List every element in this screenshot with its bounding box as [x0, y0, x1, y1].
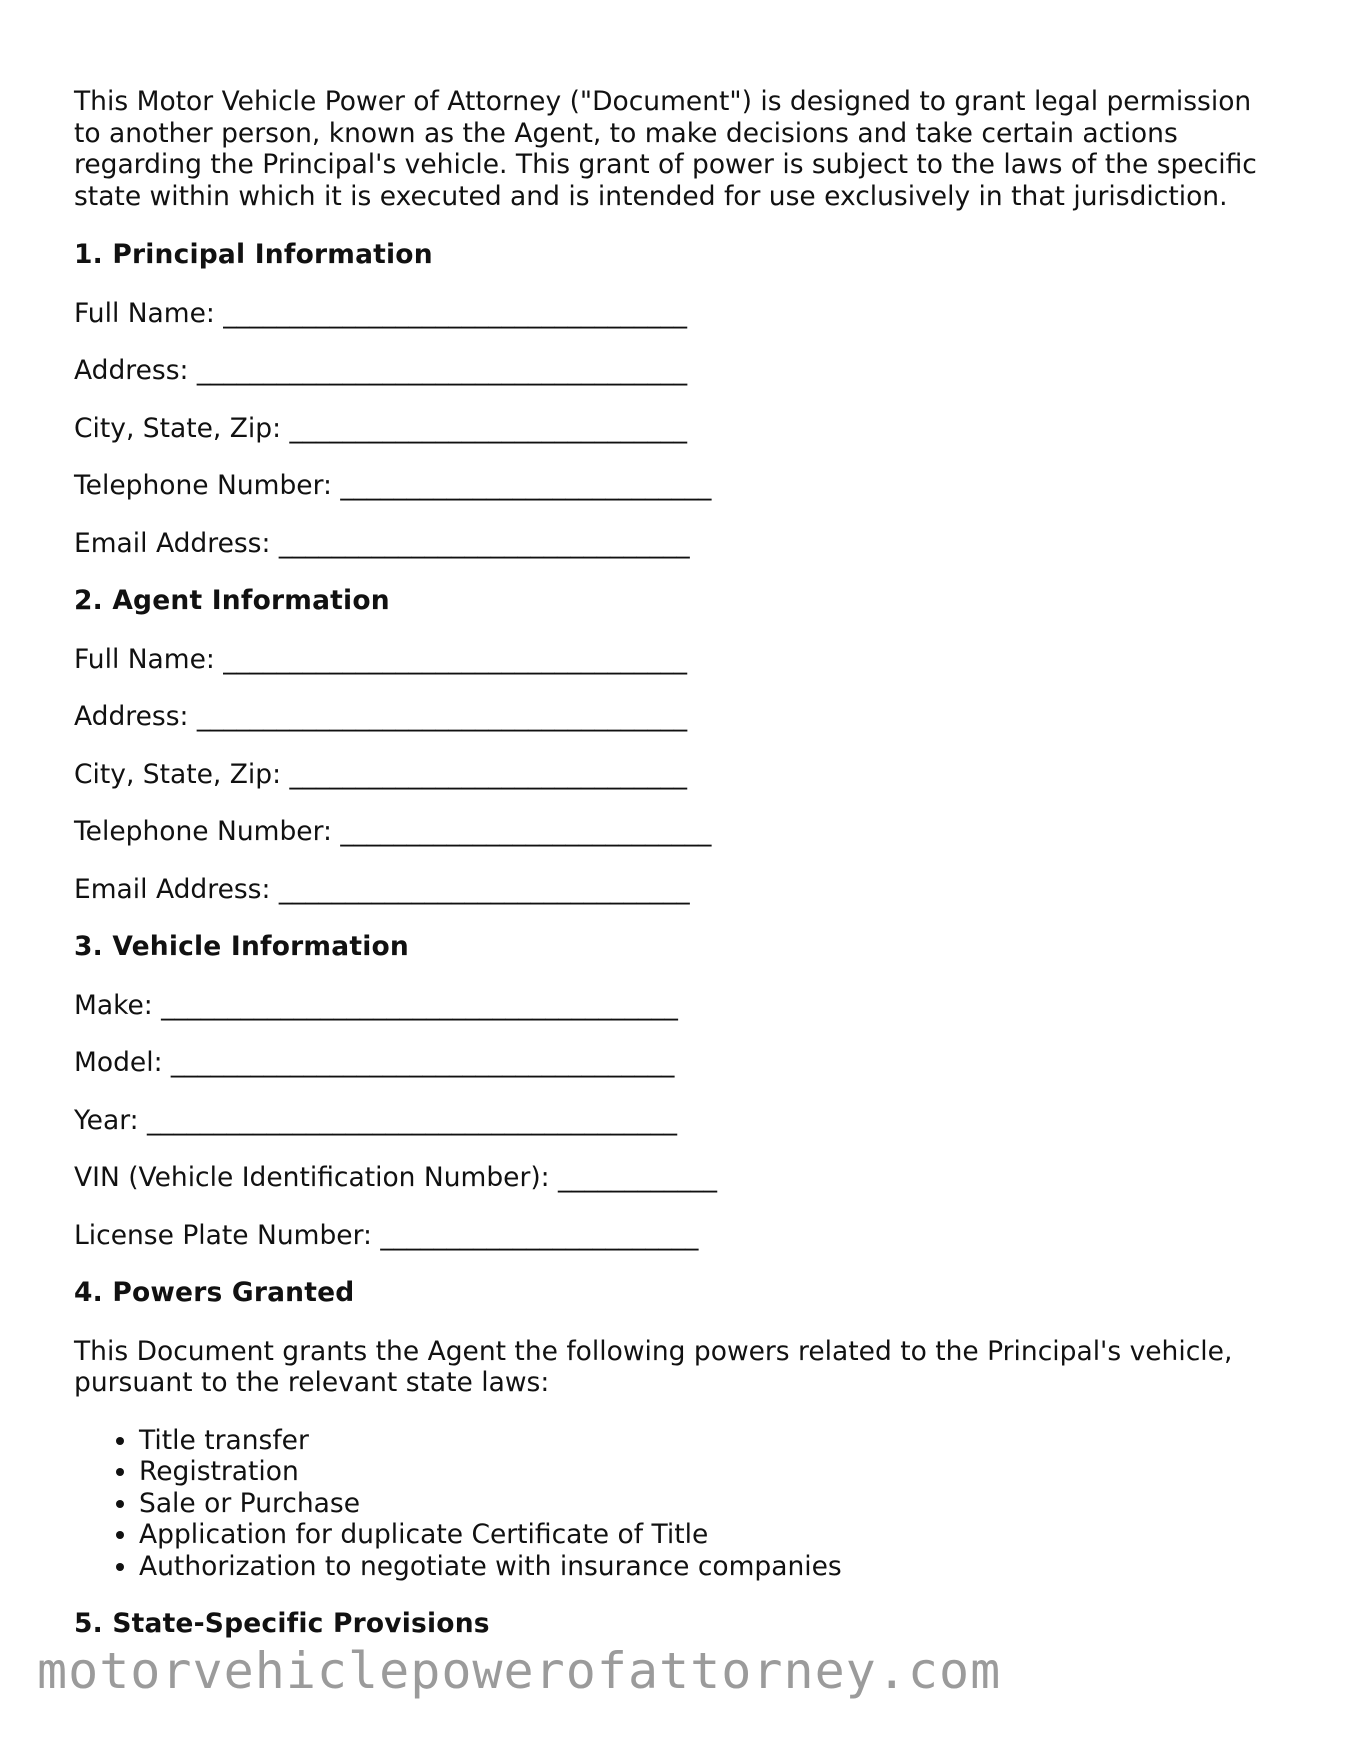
powers-section [74, 1277, 1274, 1582]
agent-section-title: 2. Agent Information [74, 585, 390, 616]
principal-full-name-field: Full Name: ___________________________________ [74, 297, 688, 329]
vehicle-section-title: 3. Vehicle Information [74, 931, 409, 962]
vehicle-vin-field: VIN (Vehicle Identification Number): ____________ [74, 1162, 718, 1193]
intro-paragraph: This Motor Vehicle Power of Attorney ("Document") is designed to grant legal permission to another person, known as the Agent, to make decisions and take certain actions regarding the Principal's vehicle. This grant of power is subject to the laws of the specific state within which it is executed and is intended for use exclusively in that jurisdiction. [74, 86, 1257, 212]
powers-section-title: 4. Powers Granted [74, 1277, 355, 1308]
agent-telephone-field: Telephone Number: ____________________________ [74, 816, 712, 847]
agent-email-field: Email Address: _______________________________ [74, 873, 690, 905]
document-page [74, 86, 1274, 1667]
state-section-title: 5. State-Specific Provisions [74, 1608, 490, 1639]
principal-telephone-field: Telephone Number: ____________________________ [74, 470, 712, 501]
vehicle-section [74, 931, 1274, 1251]
vehicle-model-field: Model: ______________________________________ [74, 1047, 675, 1078]
principal-section-title: 1. Principal Information [74, 239, 433, 270]
list-item: • Registration [139, 1456, 1274, 1488]
vehicle-year-field: Year: ________________________________________ [74, 1104, 677, 1136]
site-watermark: motorvehiclepowerofattorney.com [37, 1642, 1002, 1700]
list-item: • Title transfer [139, 1425, 1274, 1457]
principal-email-field: Email Address: _______________________________ [74, 527, 690, 559]
state-section [74, 1608, 1274, 1640]
powers-description: This Document grants the Agent the following powers related to the Principal's vehicle, pursuant to the relevant state laws: [74, 1335, 1233, 1398]
agent-full-name-field: Full Name: ___________________________________ [74, 643, 688, 675]
principal-address-field: Address: _____________________________________ [74, 355, 688, 386]
vehicle-license-plate-field: License Plate Number: ________________________ [74, 1219, 699, 1251]
list-item: • Authorization to negotiate with insurance companies [139, 1551, 1274, 1583]
principal-city-state-zip-field: City, State, Zip: ______________________________ [74, 412, 687, 444]
agent-city-state-zip-field: City, State, Zip: ______________________________ [74, 758, 687, 790]
list-item: • Sale or Purchase [139, 1488, 1274, 1520]
list-item: • Application for duplicate Certificate of Title [139, 1519, 1274, 1551]
principal-section [74, 239, 1274, 559]
vehicle-make-field: Make: _______________________________________ [74, 989, 678, 1021]
powers-list [74, 1425, 1274, 1583]
agent-section [74, 585, 1274, 905]
agent-address-field: Address: _____________________________________ [74, 701, 688, 732]
